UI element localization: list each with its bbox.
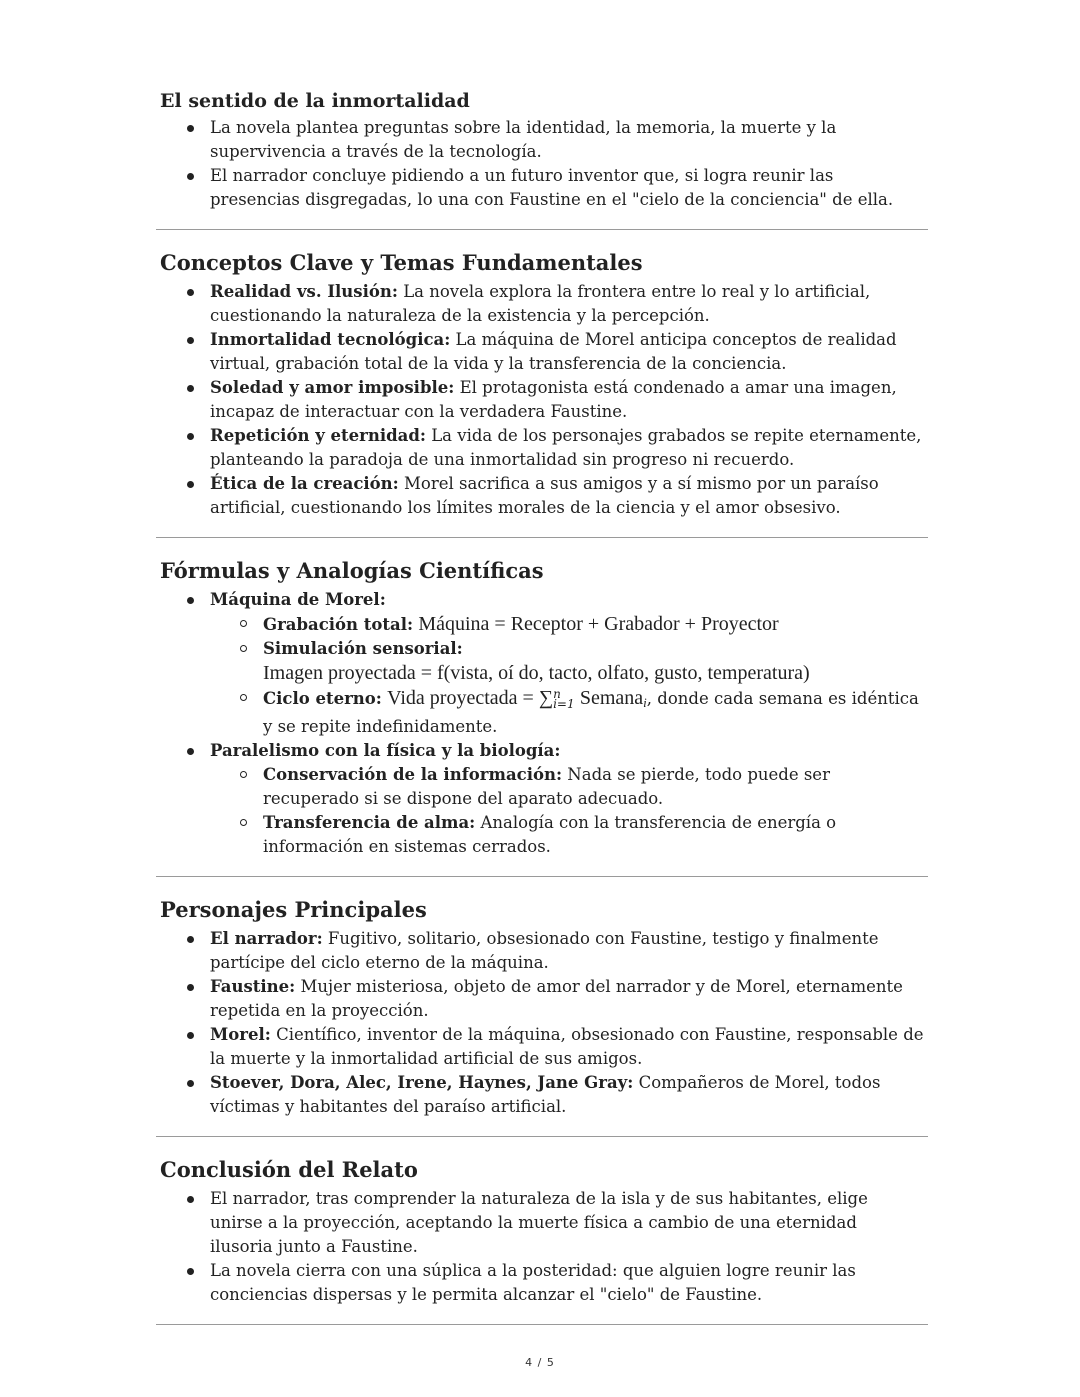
item-label: Inmortalidad tecnológica: bbox=[210, 330, 451, 349]
item-label: Ciclo eterno: bbox=[263, 689, 382, 708]
conceptos-list bbox=[160, 280, 924, 520]
item-label: Transferencia de alma: bbox=[263, 813, 476, 832]
section-divider bbox=[156, 537, 928, 538]
item-text: Morel sacrifica a sus amigos y a sí mismo por un paraíso artificial, cuestionando los límites morales de la ciencia y el amor obsesivo. bbox=[210, 474, 879, 517]
list-item: La novela cierra con una súplica a la posteridad: que alguien logre reunir las conciencias dispersas y le permita alcanzar el "cielo" de Faustine. bbox=[160, 1259, 924, 1307]
list-item bbox=[160, 472, 924, 520]
item-label: Morel: bbox=[210, 1025, 271, 1044]
item-text: La vida de los personajes grabados se repite eternamente, planteando la paradoja de una inmortalidad sin progreso ni recuerdo. bbox=[210, 426, 922, 469]
item-label: Conservación de la información: bbox=[263, 765, 563, 784]
list-item: La novela plantea preguntas sobre la identidad, la memoria, la muerte y la supervivencia a través de la tecnología. bbox=[160, 116, 924, 164]
list-item bbox=[160, 376, 924, 424]
list-item bbox=[160, 975, 924, 1023]
list-item bbox=[160, 328, 924, 376]
item-label: Máquina de Morel: bbox=[210, 590, 386, 609]
item-text: La máquina de Morel anticipa conceptos de realidad virtual, grabación total de la vida y la transferencia de la conciencia. bbox=[210, 330, 897, 373]
sublist-item-simulacion bbox=[210, 637, 924, 686]
item-text: Compañeros de Morel, todos víctimas y habitantes del paraíso artificial. bbox=[210, 1073, 881, 1116]
list-item bbox=[160, 1071, 924, 1119]
section-divider bbox=[156, 876, 928, 877]
section-divider bbox=[156, 229, 928, 230]
sublist-item bbox=[210, 811, 924, 859]
list-item: El narrador concluye pidiendo a un futuro inventor que, si logra reunir las presencias disgregadas, lo una con Faustine en el "cielo de la conciencia" de ella. bbox=[160, 164, 924, 212]
item-label: Paralelismo con la física y la biología: bbox=[210, 741, 561, 760]
item-text: Nada se pierde, todo puede ser recuperado si se dispone del aparato adecuado. bbox=[263, 765, 830, 808]
formula-ciclo-term: Semana bbox=[579, 687, 644, 709]
item-text: Fugitivo, solitario, obsesionado con Faustine, testigo y finalmente partícipe del ciclo eterno de la máquina. bbox=[210, 929, 879, 972]
item-label: Simulación sensorial: bbox=[263, 639, 463, 658]
sublist-item bbox=[210, 763, 924, 811]
item-label: Soledad y amor imposible: bbox=[210, 378, 455, 397]
section-heading-inmortalidad: El sentido de la inmortalidad bbox=[160, 90, 470, 112]
item-label: Realidad vs. Ilusión: bbox=[210, 282, 398, 301]
formulas-list bbox=[160, 588, 924, 859]
section-heading-conceptos: Conceptos Clave y Temas Fundamentales bbox=[160, 250, 643, 275]
item-label: Grabación total: bbox=[263, 615, 414, 634]
item-label: Stoever, Dora, Alec, Irene, Haynes, Jane Gray: bbox=[210, 1073, 634, 1092]
section-heading-personajes: Personajes Principales bbox=[160, 897, 427, 922]
personajes-list bbox=[160, 927, 924, 1119]
formula-grabacion: Máquina = Receptor + Grabador + Proyector bbox=[418, 613, 779, 635]
item-text: Mujer misteriosa, objeto de amor del narrador y de Morel, eternamente repetida en la proyección. bbox=[210, 977, 903, 1020]
list-item bbox=[160, 927, 924, 975]
section-heading-conclusion: Conclusión del Relato bbox=[160, 1157, 418, 1182]
formula-ciclo-lhs: Vida proyectada = bbox=[387, 687, 539, 709]
item-text: El protagonista está condenado a amar una imagen, incapaz de interactuar con la verdadera Faustine. bbox=[210, 378, 897, 421]
list-item: El narrador, tras comprender la naturaleza de la isla y de sus habitantes, elige unirse a la proyección, aceptando la muerte física a cambio de una eternidad ilusoria junto a Faustine. bbox=[160, 1187, 924, 1259]
sum-lower: i=1 bbox=[553, 697, 575, 711]
paralelismo-sublist bbox=[210, 763, 924, 859]
sum-upper: n bbox=[553, 687, 561, 701]
inmortalidad-list bbox=[160, 116, 924, 212]
sublist-item-ciclo bbox=[210, 686, 924, 739]
item-label: Ética de la creación: bbox=[210, 474, 399, 493]
item-label: Repetición y eternidad: bbox=[210, 426, 426, 445]
document-page bbox=[160, 88, 924, 1343]
item-text: Científico, inventor de la máquina, obsesionado con Faustine, responsable de la muerte y la inmortalidad artificial de sus amigos. bbox=[210, 1025, 924, 1068]
item-label: El narrador: bbox=[210, 929, 323, 948]
formula-simulacion: Imagen proyectada = f(vista, oí do, tacto, olfato, gusto, temperatura) bbox=[263, 662, 810, 684]
sum-limits bbox=[553, 689, 575, 709]
section-divider bbox=[156, 1324, 928, 1325]
list-item bbox=[160, 1023, 924, 1071]
page-number: 4 / 5 bbox=[525, 1356, 555, 1369]
section-heading-formulas: Fórmulas y Analogías Científicas bbox=[160, 558, 544, 583]
formula-ciclo-term-sub: i bbox=[643, 695, 647, 710]
sum-symbol: ∑ bbox=[538, 687, 554, 709]
item-text: , donde cada semana es idéntica y se repite indefinidamente. bbox=[263, 689, 919, 736]
item-text: Analogía con la transferencia de energía o información en sistemas cerrados. bbox=[263, 813, 837, 856]
item-label: Faustine: bbox=[210, 977, 296, 996]
list-item bbox=[160, 424, 924, 472]
maquina-sublist bbox=[210, 612, 924, 739]
list-item-paralelismo bbox=[160, 739, 924, 859]
sublist-item-grabacion bbox=[210, 612, 924, 637]
item-text: La novela explora la frontera entre lo real y lo artificial, cuestionando la naturaleza de la existencia y la percepción. bbox=[210, 282, 871, 325]
list-item-maquina bbox=[160, 588, 924, 739]
conclusion-list bbox=[160, 1187, 924, 1307]
list-item bbox=[160, 280, 924, 328]
section-divider bbox=[156, 1136, 928, 1137]
